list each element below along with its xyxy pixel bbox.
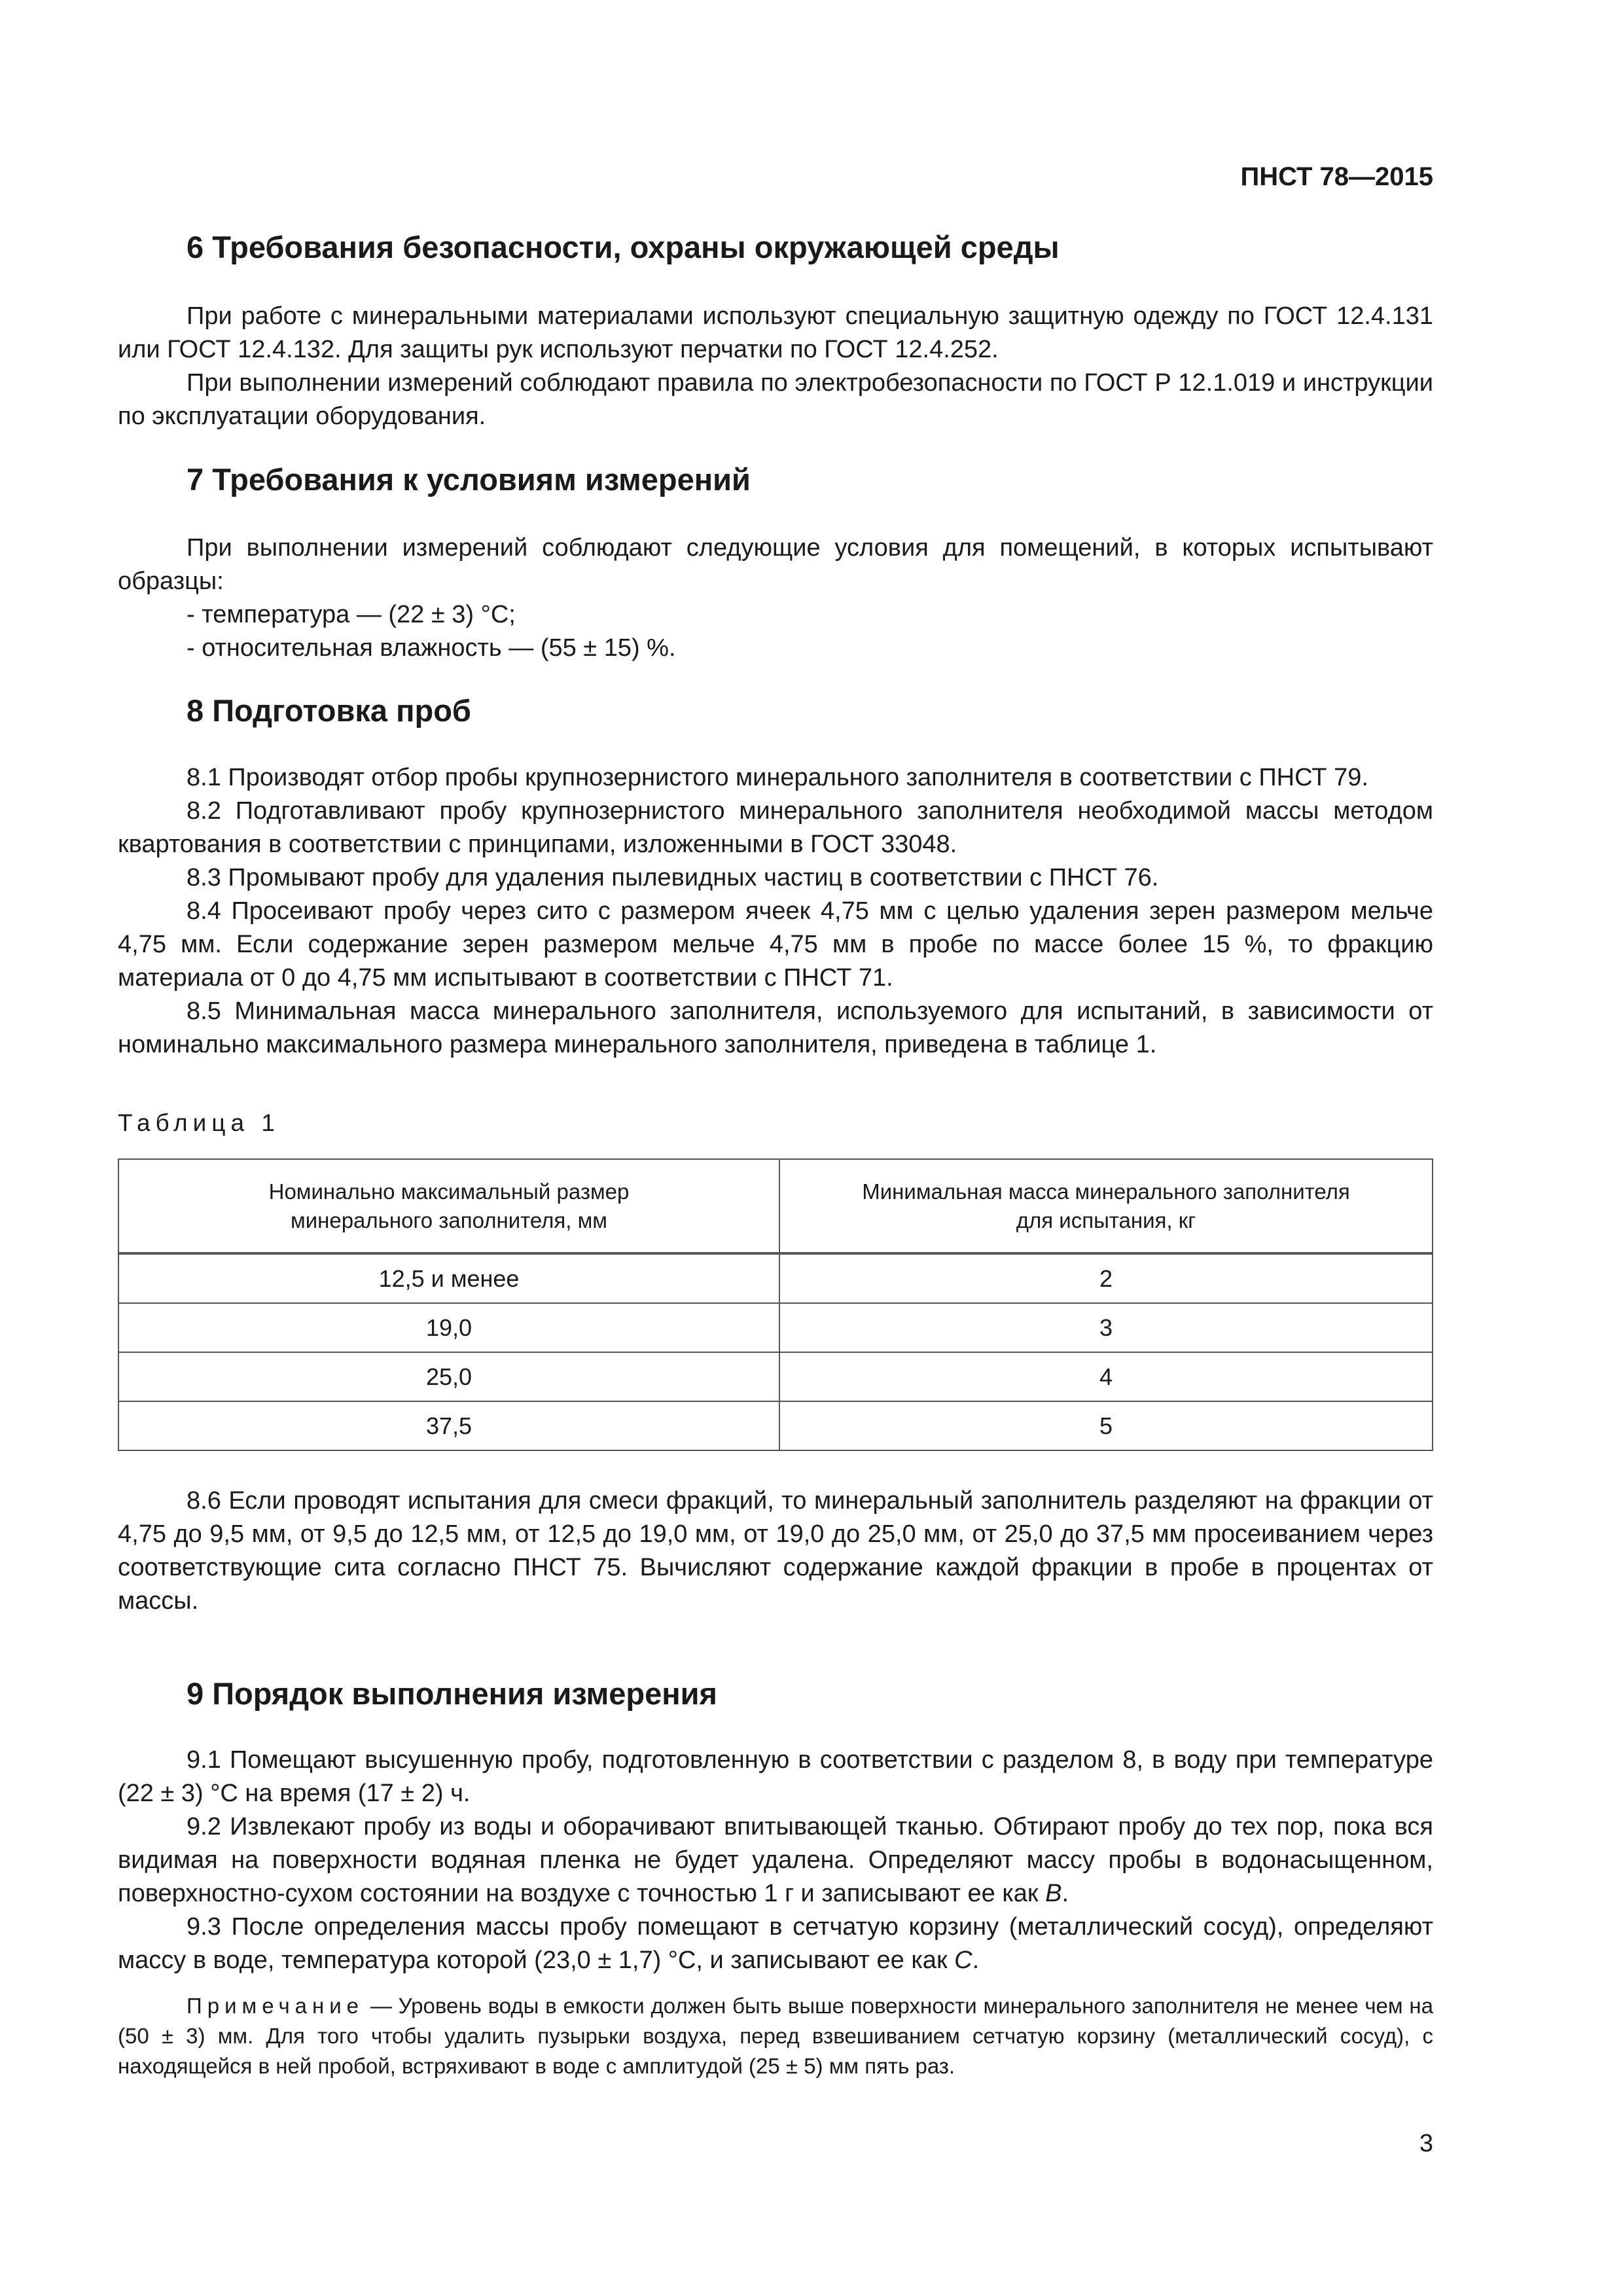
table-header-size <box>118 1159 779 1253</box>
table-header-mass-line-2: для испытания, кг <box>1016 1208 1196 1232</box>
page-number: 3 <box>1419 2130 1433 2157</box>
clause-8-4: 8.4 Просеивают пробу через сито с размером ячеек 4,75 мм с целью удаления зерен размером мельче 4,75 мм. Если содержание зерен размером мельче 4,75 мм в пробе по массе более 15 %, то фракцию материала от 0 до 4,75 мм испытывают в соответствии с ПНСТ 71. <box>118 897 1433 992</box>
section-8-heading: 8 Подготовка проб <box>187 693 471 728</box>
clause-8-5: 8.5 Минимальная масса минерального заполнителя, используемого для испытаний, в зависимости от номинально максимального размера минерального заполнителя, приведена в таблице 1. <box>118 997 1433 1058</box>
note-label: Примечание <box>187 1994 365 2018</box>
table-cell-size: 12,5 и менее <box>118 1253 779 1303</box>
section-7-heading: 7 Требования к условиям измерений <box>187 462 751 497</box>
document-code: ПНСТ 78—2015 <box>1240 162 1433 191</box>
note <box>118 1991 1433 2081</box>
section-7-body <box>118 531 1433 665</box>
table-header-mass-line-1: Минимальная масса минерального заполнителя <box>862 1179 1350 1204</box>
table-row <box>118 1352 1433 1401</box>
section-7-paragraph-1: При выполнении измерений соблюдают следующие условия для помещений, в которых испытывают образцы: <box>118 534 1433 595</box>
table-header-size-line-1: Номинально максимальный размер <box>268 1179 630 1204</box>
clause-8-2: 8.2 Подготавливают пробу крупнозернистого минерального заполнителя необходимой массы методом квартования в соответствии с принципами, изложенными в ГОСТ 33048. <box>118 797 1433 858</box>
clause-9-2-text: 9.2 Извлекают пробу из воды и оборачивают впитывающей тканью. Обтирают пробу до тех пор, пока вся видимая на поверхности водяная пленка не будет удалена. Определяют массу пробы в водонасыщенном, поверхностно-сухом состоянии на воздухе с точностью 1 г и записывают ее как <box>118 1813 1433 1907</box>
section-6-paragraph-1: При работе с минеральными материалами используют специальную защитную одежду по ГОСТ 12.4.131 или ГОСТ 12.4.132. Для защиты рук используют перчатки по ГОСТ 12.4.252. <box>118 302 1433 363</box>
table-1 <box>118 1158 1433 1451</box>
section-6-heading: 6 Требования безопасности, охраны окружающей среды <box>187 230 1060 264</box>
table-row <box>118 1303 1433 1352</box>
clause-8-1: 8.1 Производят отбор пробы крупнозернистого минерального заполнителя в соответствии с ПНСТ 79. <box>187 764 1368 791</box>
condition-temperature: - температура — (22 ± 3) °С; <box>187 601 516 628</box>
table-header-mass <box>779 1159 1433 1253</box>
table-cell-mass: 4 <box>779 1352 1433 1401</box>
variable-c: C <box>954 1946 972 1974</box>
clause-9-3-text: 9.3 После определения массы пробу помещают в сетчатую корзину (металлический сосуд), определяют массу в воде, температура которой (23,0 ± 1,7) °С, и записывают ее как <box>118 1913 1433 1974</box>
table-row <box>118 1253 1433 1303</box>
table-cell-mass: 3 <box>779 1303 1433 1352</box>
clause-8-6: 8.6 Если проводят испытания для смеси фракций, то минеральный заполнитель разделяют на фракции от 4,75 до 9,5 мм, от 9,5 до 12,5 мм, от 12,5 до 19,0 мм, от 19,0 до 25,0 мм, от 25,0 до 37,5 мм просеиванием через соответствующие сита согласно ПНСТ 75. Вычисляют содержание каждой фракции в пробе в процентах от массы. <box>118 1487 1433 1615</box>
clause-9-2-end: . <box>1061 1880 1069 1907</box>
table-cell-mass: 5 <box>779 1401 1433 1450</box>
section-8-body <box>118 761 1433 1062</box>
note-paragraph <box>118 1991 1433 2081</box>
clause-9-2 <box>118 1810 1433 1910</box>
condition-humidity: - относительная влажность — (55 ± 15) %. <box>187 634 676 662</box>
clause-9-3-end: . <box>972 1946 980 1974</box>
section-9-body <box>118 1744 1433 1977</box>
section-6-paragraph-2: При выполнении измерений соблюдают правила по электробезопасности по ГОСТ Р 12.1.019 и инструкции по эксплуатации оборудования. <box>118 369 1433 430</box>
table-cell-size: 25,0 <box>118 1352 779 1401</box>
table-cell-size: 19,0 <box>118 1303 779 1352</box>
clause-8-3: 8.3 Промывают пробу для удаления пылевидных частиц в соответствии с ПНСТ 76. <box>187 864 1159 891</box>
clause-9-3 <box>118 1910 1433 1977</box>
table-cell-size: 37,5 <box>118 1401 779 1450</box>
section-8-continued <box>118 1484 1433 1618</box>
table-row <box>118 1401 1433 1450</box>
clause-9-1: 9.1 Помещают высушенную пробу, подготовленную в соответствии с разделом 8, в воду при температуре (22 ± 3) °С на время (17 ± 2) ч. <box>118 1746 1433 1807</box>
table-1-caption: Таблица 1 <box>118 1109 280 1136</box>
section-6-body <box>118 300 1433 433</box>
variable-b: B <box>1045 1880 1062 1907</box>
section-9-heading: 9 Порядок выполнения измерения <box>187 1676 717 1711</box>
table-header-size-line-2: минерального заполнителя, мм <box>291 1208 607 1232</box>
table-header-row <box>118 1159 1433 1253</box>
note-text: — Уровень воды в емкости должен быть выше поверхности минерального заполнителя не менее чем на (50 ± 3) мм. Для того чтобы удалить пузырьки воздуха, перед взвешиванием сетчатую корзину (металлический сосуд), с находящейся в ней пробой, встряхивают в воде с амплитудой (25 ± 5) мм пять раз. <box>118 1994 1433 2078</box>
table-cell-mass: 2 <box>779 1253 1433 1303</box>
